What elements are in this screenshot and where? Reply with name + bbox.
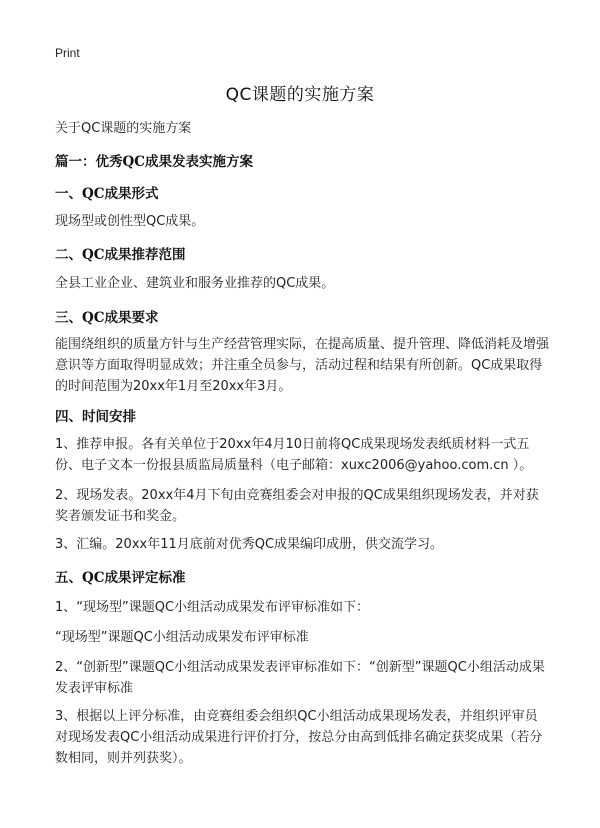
schedule-item-3: 3、汇编。20xx年11月底前对优秀QC成果编印成册，供交流学习。 — [55, 537, 444, 552]
section-heading-5: 五、QC成果评定标准 — [55, 570, 186, 586]
page-title: QC课题的实施方案 — [225, 85, 375, 105]
section-paragraph-2: 全县工业企业、建筑业和服务业推荐的QC成果。 — [55, 276, 335, 291]
section-heading-2: 二、QC成果推荐范围 — [55, 247, 186, 263]
criteria-item-3: 3、根据以上评分标准，由竞赛组委会组织QC小组活动成果现场发表，并组织评审员对现场发表QC小组活动成果进行评价打分，按总分由高到低排名确定获奖成果（若分数相同，则并列获奖）。 — [55, 709, 543, 766]
section-heading-1: 一、QC成果形式 — [55, 186, 159, 202]
criteria-item-1: 1、“现场型”课题QC小组活动成果发布评审标准如下： — [55, 600, 370, 615]
section-heading-4: 四、时间安排 — [55, 409, 136, 425]
document-subtitle: 关于QC课题的实施方案 — [55, 121, 192, 136]
section-paragraph-3: 能围绕组织的质量方针与生产经营管理实际，在提高质量、提升管理、降低消耗及增强意识等方面取得明显成效；并注重全员参与，活动过程和结果有所创新。QC成果取得的时间范围为20xx年1月至20xx年3月。 — [55, 337, 550, 394]
criteria-item-1-caption: “现场型”课题QC小组活动成果发布评审标准 — [55, 630, 309, 645]
schedule-item-1: 1、推荐申报。各有关单位于20xx年4月10日前将QC成果现场发表纸质材料一式五份、电子文本一份报县质监局质量科（电子邮箱：xuxc2006@yahoo.com.cn ）。 — [55, 437, 533, 473]
section-heading-3: 三、QC成果要求 — [55, 310, 159, 326]
print-label: Print — [55, 46, 80, 60]
part-heading: 篇一：优秀QC成果发表实施方案 — [55, 154, 254, 170]
section-paragraph-1: 现场型或创性型QC成果。 — [55, 214, 205, 229]
schedule-item-2: 2、现场发表。20xx年4月下旬由竞赛组委会对申报的QC成果组织现场发表，并对获奖者颁发证书和奖金。 — [55, 488, 539, 524]
criteria-item-2: 2、“创新型”课题QC小组活动成果发表评审标准如下：“创新型”课题QC小组活动成果发表评审标准 — [55, 660, 545, 696]
